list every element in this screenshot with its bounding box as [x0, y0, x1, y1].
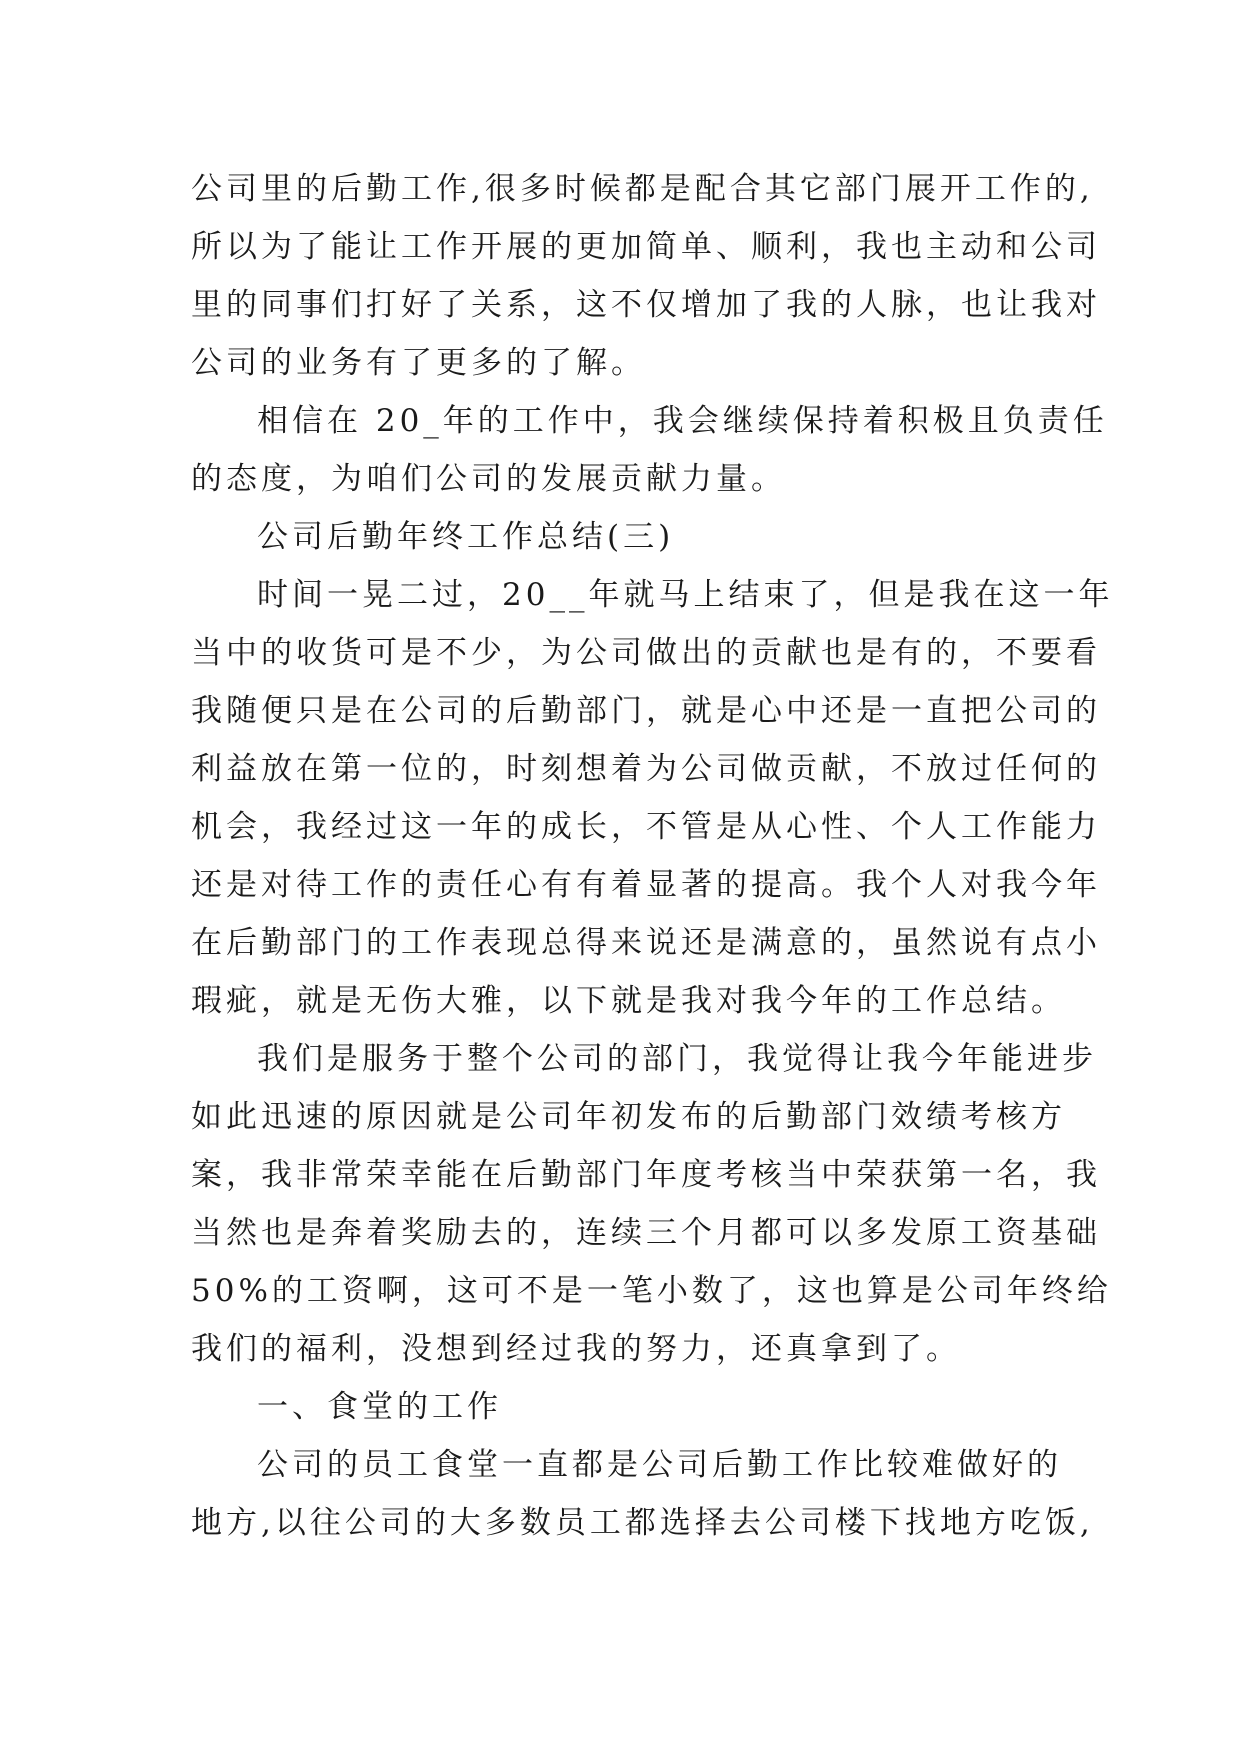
text-line: 公司的员工食堂一直都是公司后勤工作比较难做好的 — [257, 1447, 1062, 1483]
text-line: 在后勤部门的工作表现总得来说还是满意的，虽然说有点小 — [191, 925, 1101, 961]
text-line: 案，我非常荣幸能在后勤部门年度考核当中荣获第一名，我 — [191, 1157, 1101, 1193]
text-line: 里的同事们打好了关系，这不仅增加了我的人脉，也让我对 — [191, 287, 1101, 323]
text-line: 公司的业务有了更多的了解。 — [191, 345, 646, 381]
section-heading: 公司后勤年终工作总结(三) — [257, 519, 675, 555]
subsection-heading: 一、食堂的工作 — [257, 1389, 502, 1425]
text-line: 如此迅速的原因就是公司年初发布的后勤部门效绩考核方 — [191, 1099, 1066, 1135]
document-body — [191, 160, 1114, 1552]
text-line: 机会，我经过这一年的成长，不管是从心性、个人工作能力 — [191, 809, 1101, 845]
text-line: 的态度，为咱们公司的发展贡献力量。 — [191, 461, 786, 497]
text-line: 当然也是奔着奖励去的，连续三个月都可以多发原工资基础 — [191, 1215, 1101, 1251]
text-line: 公司里的后勤工作,很多时候都是配合其它部门展开工作的, — [191, 171, 1094, 207]
text-line: 我随便只是在公司的后勤部门，就是心中还是一直把公司的 — [191, 693, 1101, 729]
text-line: 瑕疵，就是无伤大雅，以下就是我对我今年的工作总结。 — [191, 983, 1066, 1019]
text-line: 50%的工资啊，这可不是一笔小数了，这也算是公司年终给 — [191, 1273, 1112, 1309]
text-line: 我们的福利，没想到经过我的努力，还真拿到了。 — [191, 1331, 961, 1367]
text-line: 地方,以往公司的大多数员工都选择去公司楼下找地方吃饭, — [191, 1505, 1094, 1541]
text-line: 利益放在第一位的，时刻想着为公司做贡献，不放过任何的 — [191, 751, 1101, 787]
text-line: 所以为了能让工作开展的更加简单、顺利，我也主动和公司 — [191, 229, 1101, 265]
text-line: 相信在 20_年的工作中，我会继续保持着积极且负责任 — [257, 403, 1108, 439]
text-line: 当中的收货可是不少，为公司做出的贡献也是有的，不要看 — [191, 635, 1101, 671]
text-line: 时间一晃二过，20__年就马上结束了，但是我在这一年 — [257, 577, 1114, 613]
text-line: 我们是服务于整个公司的部门，我觉得让我今年能进步 — [257, 1041, 1097, 1077]
text-line: 还是对待工作的责任心有有着显著的提高。我个人对我今年 — [191, 867, 1101, 903]
